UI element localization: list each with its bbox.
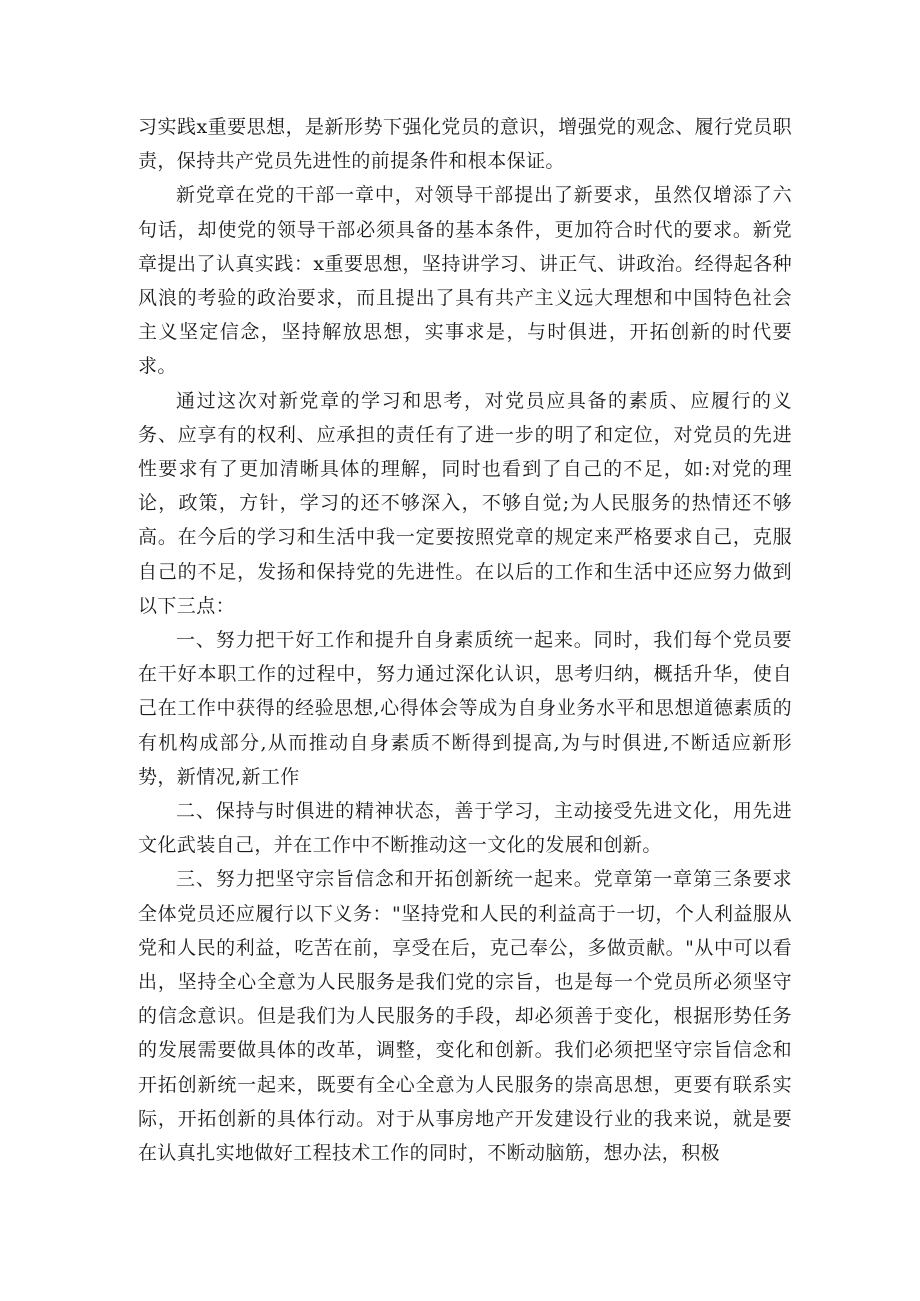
paragraph-point-three: 三、努力把坚守宗旨信念和开拓创新统一起来。党章第一章第三条要求全体党员还应履行以下义务："坚持党和人民的利益高于一切，个人利益服从党和人民的利益，吃苦在前，享受在后，克己奉公，多做贡献。"从中可以看出，坚持全心全意为人民服务是我们党的宗旨，也是每一个党员所必须坚守的信念意识。但是我们为人民服务的手段，却必须善于变化，根据形势任务的发展需要做具体的改革，调整，变化和创新。我们必须把坚守宗旨信念和开拓创新统一起来，既要有全心全意为人民服务的崇高思想，更要有联系实际，开拓创新的具体行动。对于从事房地产开发建设行业的我来说，就是要在认真扎实地做好工程技术工作的同时，不断动脑筋，想办法，积极: [138, 868, 792, 1165]
paragraph-leader-requirements: 新党章在党的干部一章中，对领导干部提出了新要求，虽然仅增添了六句话，却使党的领导干部必须具备的基本条件，更加符合时代的要求。新党章提出了认真实践：x重要思想，坚持讲学习、讲正气、讲政治。经得起各种风浪的考验的政治要求，而且提出了具有共产主义远大理想和中国特色社会主义坚定信念，坚持解放思想，实事求是，与时俱进，开拓创新的时代要求。: [138, 184, 792, 378]
paragraph-continuation: 习实践x重要思想，是新形势下强化党员的意识，增强党的观念、履行党员职责，保持共产党员先进性的前提条件和根本保证。: [138, 116, 792, 173]
paragraph-point-one: 一、努力把干好工作和提升自身素质统一起来。同时，我们每个党员要在干好本职工作的过程中，努力通过深化认识，思考归纳，概括升华，使自己在工作中获得的经验思想,心得体会等成为自身业务水平和思想道德素质的有机构成部分,从而推动自身素质不断得到提高,为与时俱进,不断适应新形势，新情况,新工作: [138, 629, 792, 788]
paragraph-study-reflection: 通过这次对新党章的学习和思考，对党员应具备的素质、应履行的义务、应享有的权利、应承担的责任有了进一步的明了和定位，对党员的先进性要求有了更加清晰具体的理解，同时也看到了自己的不足，如:对党的理论，政策，方针，学习的还不够深入，不够自觉;为人民服务的热情还不够高。在今后的学习和生活中我一定要按照党章的规定来严格要求自己，克服自己的不足，发扬和保持党的先进性。在以后的工作和生活中还应努力做到以下三点：: [138, 389, 792, 617]
paragraph-point-two: 二、保持与时俱进的精神状态，善于学习，主动接受先进文化，用先进文化武装自己，并在工作中不断推动这一文化的发展和创新。: [138, 800, 792, 857]
document-body: [138, 110, 792, 1170]
